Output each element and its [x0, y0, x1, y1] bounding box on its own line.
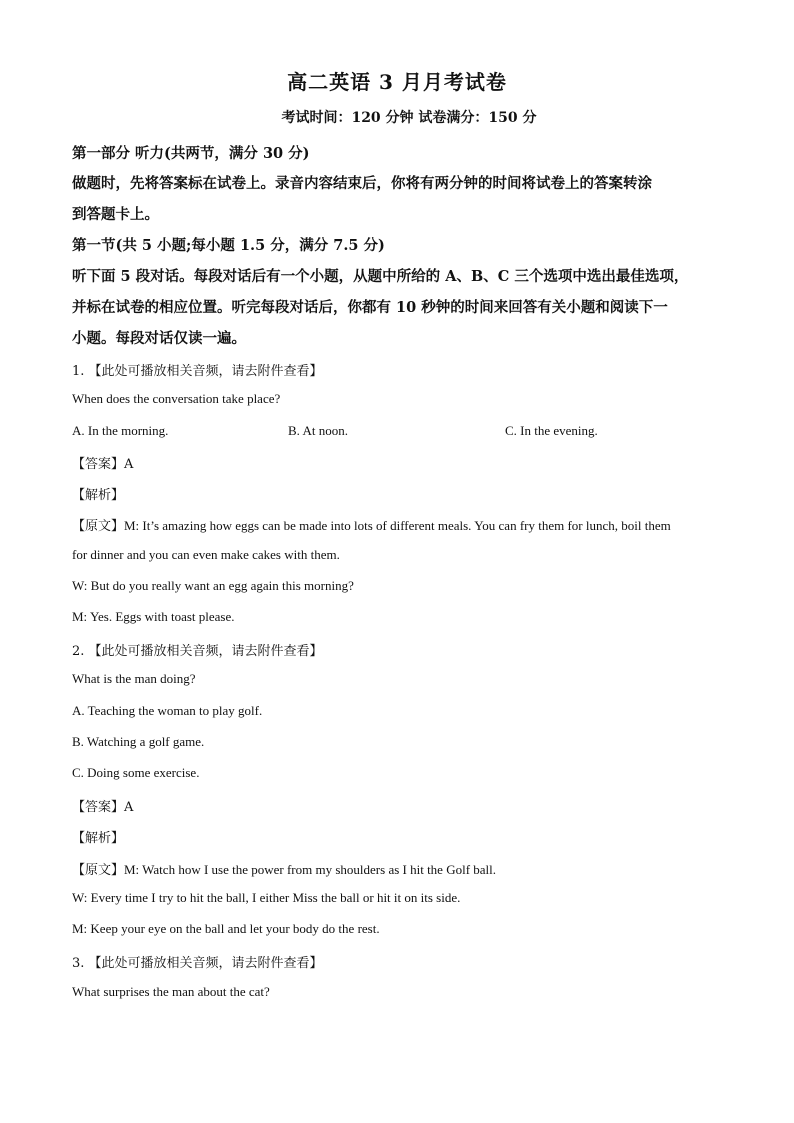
- q2-transcript-line-3: M: Keep your eye on the ball and let your body do the rest.: [72, 921, 380, 936]
- q3-number: 3. 【此处可播放相关音频，请去附件查看】: [72, 956, 323, 971]
- q1-number: 1. 【此处可播放相关音频，请去附件查看】: [72, 364, 323, 379]
- q1-transcript-line-1: 【原文】M: It’s amazing how eggs can be made into lots of different meals. You can fry them for lunch, boil them: [72, 518, 671, 533]
- q1-transcript-line-4: M: Yes. Eggs with toast please.: [72, 609, 235, 624]
- q2-number: 2. 【此处可播放相关音频，请去附件查看】: [72, 644, 323, 659]
- q2-transcript-line-1: 【原文】M: Watch how I use the power from my shoulders as I hit the Golf ball.: [72, 862, 497, 877]
- exam-subtitle: 考试时间：120 分钟 试卷满分：150 分: [281, 110, 537, 126]
- q2-answer: 【答案】A: [72, 800, 134, 815]
- q3-question: What surprises the man about the cat?: [72, 984, 270, 999]
- description-line-2: 并标在试卷的相应位置。听完每段对话后，你都有 10 秒钟的时间来回答有关小题和阅读下一: [72, 299, 668, 316]
- q1-option-c: C. In the evening.: [505, 423, 598, 438]
- q1-analysis: 【解析】: [72, 488, 125, 503]
- part-heading: 第一部分 听力(共两节，满分 30 分): [72, 145, 310, 162]
- description-line-3: 小题。每段对话仅读一遍。: [72, 330, 246, 347]
- q1-option-a: A. In the morning.: [72, 423, 169, 438]
- q1-transcript-line-3: W: But do you really want an egg again this morning?: [72, 578, 354, 593]
- q2-option-b: B. Watching a golf game.: [72, 734, 205, 749]
- section-heading: 第一节(共 5 小题;每小题 1.5 分，满分 7.5 分): [72, 237, 385, 254]
- exam-title: 高二英语 3 月月考试卷: [287, 70, 507, 94]
- q1-question: When does the conversation take place?: [72, 391, 281, 406]
- q1-transcript-line-2: for dinner and you can even make cakes with them.: [72, 547, 340, 562]
- instruction-line-1: 做题时，先将答案标在试卷上。录音内容结束后，你将有两分钟的时间将试卷上的答案转涂: [72, 175, 652, 192]
- instruction-line-2: 到答题卡上。: [72, 206, 159, 223]
- q2-transcript-line-2: W: Every time I try to hit the ball, I either Miss the ball or hit it on its side.: [72, 890, 461, 905]
- q2-question: What is the man doing?: [72, 671, 196, 686]
- q2-analysis: 【解析】: [72, 831, 125, 846]
- description-line-1: 听下面 5 段对话。每段对话后有一个小题，从题中所给的 A、B、C 三个选项中选出最佳选项，: [72, 268, 689, 285]
- q1-option-b: B. At noon.: [288, 423, 348, 438]
- q1-answer: 【答案】A: [72, 457, 134, 472]
- q2-option-a: A. Teaching the woman to play golf.: [72, 703, 263, 718]
- q2-option-c: C. Doing some exercise.: [72, 765, 200, 780]
